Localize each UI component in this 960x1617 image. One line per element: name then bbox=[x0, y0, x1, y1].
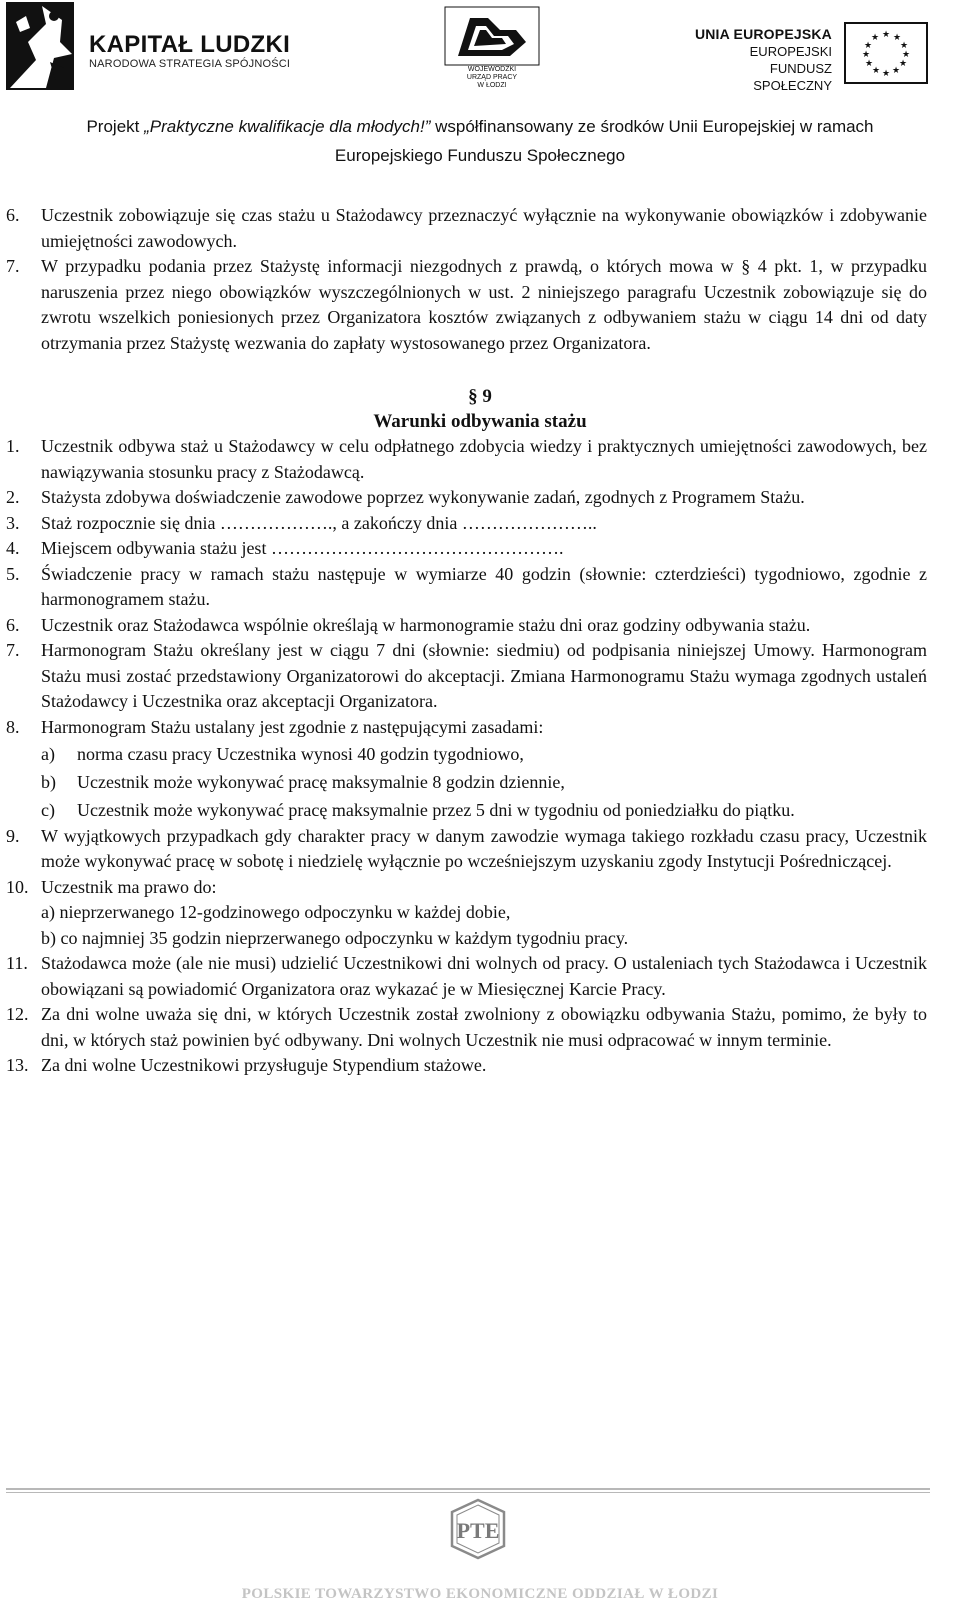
sub-item-letter: b) bbox=[41, 772, 56, 792]
svg-text:★: ★ bbox=[891, 66, 901, 76]
sub-item-text: Uczestnik może wykonywać pracę maksymalnie 8 godzin dziennie, bbox=[77, 772, 565, 792]
svg-text:★: ★ bbox=[899, 41, 909, 51]
svg-text:★: ★ bbox=[861, 50, 871, 60]
kapital-ludzki-emblem-icon bbox=[6, 2, 82, 92]
item-text: Uczestnik zobowiązuje się czas stażu u Stażodawcy przeznaczyć wyłącznie na wykonywanie obowiązków i zdobywanie umiejętności zawodowych. bbox=[41, 205, 927, 251]
item-number: 2. bbox=[6, 487, 20, 507]
item-text: Stażodawca może (ale nie musi) udzielić Uczestnikowi dni wolnych od pracy. O ustaleniach tych Stażodawca i Uczestnik obowiązani są powiadomić Organizatora oraz wykazać je w Miesięcznej Karcie Pracy. bbox=[41, 953, 927, 999]
item-text: Harmonogram Stażu określany jest w ciągu 7 dni (słownie: siedmiu) od podpisania niniejszej Umowy. Harmonogram Stażu musi zostać przedstawiony Organizatorowi do akceptacji. Zmiana Harmonogramu Stażu wymaga zgodnych ustaleń Stażodawcy i Uczestnika oraz akceptacji Organizatora. bbox=[41, 640, 927, 711]
eu-line-1: UNIA EUROPEJSKA bbox=[694, 26, 832, 42]
item-text: Za dni wolne Uczestnikowi przysługuje Stypendium stażowe. bbox=[41, 1055, 487, 1075]
item-text: Staż rozpocznie się dnia ………………., a zakończy dnia ………………….. bbox=[41, 512, 597, 533]
eu-flag-icon bbox=[844, 22, 928, 84]
wup-line-2: URZĄD PRACY bbox=[466, 74, 518, 81]
list-item bbox=[0, 254, 960, 356]
svg-text:★: ★ bbox=[901, 50, 911, 60]
svg-text:★: ★ bbox=[881, 30, 891, 40]
eu-logo bbox=[690, 14, 950, 94]
sub-item-letter: c) bbox=[41, 800, 55, 820]
item-number: 7. bbox=[6, 256, 20, 276]
item-number: 3. bbox=[6, 512, 20, 533]
kapital-ludzki-subtitle: NARODOWA STRATEGIA SPÓJNOŚCI bbox=[89, 58, 291, 70]
list-item bbox=[0, 638, 960, 715]
section-title: Warunki odbywania stażu bbox=[373, 411, 587, 432]
svg-text:★: ★ bbox=[864, 59, 874, 69]
sub-item bbox=[41, 768, 927, 796]
project-line-2: Europejskiego Funduszu Społecznego bbox=[334, 146, 626, 165]
list-item bbox=[0, 875, 960, 952]
item-number: 1. bbox=[6, 436, 20, 456]
kapital-ludzki-title: KAPITAŁ LUDZKI bbox=[89, 31, 291, 58]
sub-item bbox=[41, 740, 927, 768]
wup-emblem-icon bbox=[444, 6, 540, 66]
item-number: 11. bbox=[6, 953, 28, 973]
item-text: Uczestnik odbywa staż u Stażodawcy w celu odpłatnego zdobycia wiedzy i praktycznych umiejętności zawodowych, bez nawiązywania stosunku pracy z Stażodawcą. bbox=[41, 436, 927, 482]
wup-line-3: W ŁODZI bbox=[477, 82, 507, 89]
eu-line-2: EUROPEJSKI bbox=[749, 44, 832, 59]
project-name: „Praktyczne kwalifikacje dla młodych!” bbox=[144, 117, 431, 136]
svg-text:★: ★ bbox=[881, 69, 891, 79]
item-text: W wyjątkowych przypadkach gdy charakter pracy w danym zawodzie wymaga takiego rozkładu czasu pracy, Uczestnik może wykonywać pracę w sobotę i niedzielę wyłącznie po wcześniejszym uzyskaniu zgody Instytucji Pośredniczącej. bbox=[41, 825, 927, 871]
project-line-1 bbox=[0, 117, 960, 137]
footer-divider bbox=[6, 1492, 930, 1493]
project-suffix: współfinansowany ze środków Unii Europejskiej w ramach bbox=[430, 117, 874, 136]
sub-item-letter: a) bbox=[41, 744, 55, 764]
pte-logo-icon bbox=[448, 1498, 508, 1560]
list-item bbox=[0, 715, 960, 824]
list-item bbox=[0, 1053, 960, 1079]
section-number: § 9 bbox=[468, 386, 492, 407]
sub-item bbox=[41, 797, 927, 824]
item-number: 5. bbox=[6, 563, 20, 584]
svg-text:★: ★ bbox=[863, 41, 873, 51]
svg-text:★: ★ bbox=[871, 66, 881, 76]
item-text: Harmonogram Stażu ustalany jest zgodnie z następującymi zasadami: bbox=[41, 716, 544, 737]
item-text: W przypadku podania przez Stażystę informacji niezgodnych z prawdą, o których mowa w § 4 pkt. 1, w przypadku naruszenia przez niego obowiązków wyszczególnionych w ust. 2 niniejszego paragrafu Uczestnik zobowiązuje się do zwrotu wszelkich poniesionych przez Organizatora kosztów związanych z odbywaniem stażu w ciągu 14 dni od daty otrzymania przez Stażystę wezwania do zapłaty wystosowanego przez Organizatora. bbox=[41, 256, 927, 353]
header-logos bbox=[0, 0, 960, 100]
wup-line-1: WOJEWÓDZKI bbox=[467, 66, 517, 73]
item-text: Stażysta zdobywa doświadczenie zawodowe poprzez wykonywanie zadań, zgodnych z Programem Stażu. bbox=[41, 487, 805, 507]
svg-text:★: ★ bbox=[892, 33, 902, 43]
item-text: Uczestnik ma prawo do: bbox=[41, 876, 217, 897]
svg-text:★: ★ bbox=[870, 33, 880, 43]
eu-line-3: FUNDUSZ SPOŁECZNY bbox=[753, 61, 832, 93]
list-item bbox=[0, 511, 960, 537]
item-number: 8. bbox=[6, 716, 20, 737]
sub-item-text: norma czasu pracy Uczestnika wynosi 40 godzin tygodniowo, bbox=[77, 744, 524, 764]
footer-organization: POLSKIE TOWARZYSTWO EKONOMICZNE ODDZIAŁ W ŁODZI bbox=[241, 1586, 719, 1602]
item-number: 7. bbox=[6, 640, 20, 660]
list-item bbox=[0, 951, 960, 1002]
sub-item: b) co najmniej 35 godzin nieprzerwanego odpoczynku w każdym tygodniu pracy. bbox=[41, 927, 629, 948]
item-number: 9. bbox=[6, 825, 20, 846]
list-item bbox=[0, 562, 960, 613]
kapital-ludzki-logo bbox=[6, 2, 296, 92]
item-number: 6. bbox=[6, 614, 20, 635]
list-item bbox=[0, 824, 960, 875]
pte-logo-text: PTE bbox=[456, 1518, 500, 1543]
sub-item: a) nieprzerwanego 12-godzinowego odpoczynku w każdej dobie, bbox=[41, 902, 511, 922]
list-item bbox=[0, 1002, 960, 1053]
list-item bbox=[0, 536, 960, 562]
sub-item-text: Uczestnik może wykonywać pracę maksymalnie przez 5 dni w tygodniu od poniedziałku do piątku. bbox=[77, 800, 795, 820]
item-number: 6. bbox=[6, 205, 20, 225]
wup-logo bbox=[444, 6, 540, 92]
item-text: Miejscem odbywania stażu jest …………………………………………. bbox=[41, 538, 564, 558]
document-body bbox=[0, 203, 960, 1079]
list-item bbox=[0, 613, 960, 639]
list-item bbox=[0, 203, 960, 254]
svg-text:★: ★ bbox=[898, 59, 908, 69]
item-text: Świadczenie pracy w ramach stażu następuje w wymiarze 40 godzin (słownie: czterdzieści) tygodniowo, zgodnie z harmonogramem stażu. bbox=[41, 563, 927, 609]
item-number: 13. bbox=[6, 1055, 29, 1075]
item-text: Za dni wolne uważa się dni, w których Uczestnik został zwolniony z obowiązku odbywania Stażu, pomimo, że były to dni, w których staż powinien być odbywany. Dni wolnych Uczestnik nie musi odpracować w innym terminie. bbox=[41, 1004, 927, 1050]
item-number: 4. bbox=[6, 538, 20, 558]
list-item bbox=[0, 485, 960, 511]
item-number: 10. bbox=[6, 876, 29, 897]
list-item bbox=[0, 434, 960, 485]
footer-divider bbox=[6, 1488, 930, 1490]
item-text: Uczestnik oraz Stażodawca wspólnie określają w harmonogramie stażu dni oraz godziny odbywania stażu. bbox=[41, 614, 811, 635]
project-prefix: Projekt bbox=[86, 117, 145, 136]
item-number: 12. bbox=[6, 1004, 29, 1024]
